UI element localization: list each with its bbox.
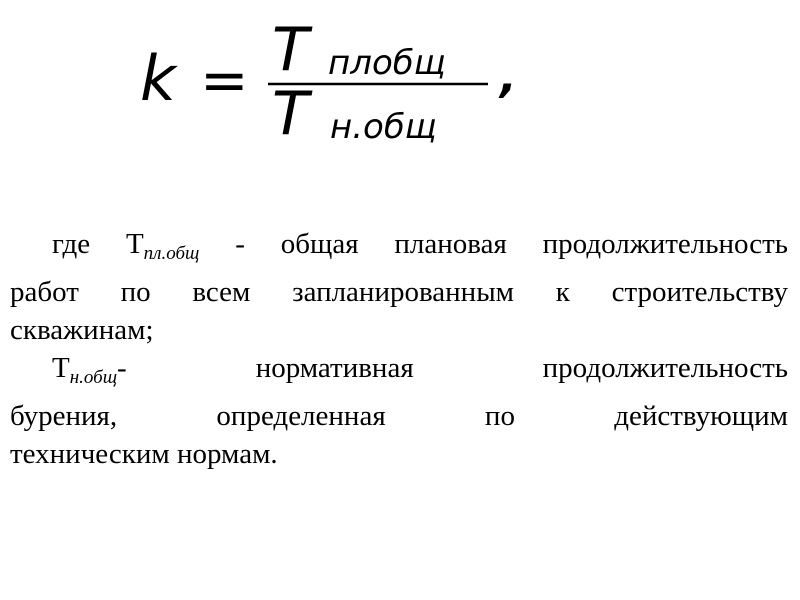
definition-norm-line-2: бурения, определенная по действующим [10,400,788,432]
definition-norm-word-2: продолжительность [542,352,788,384]
definitions [10,225,788,473]
formula-trailing-comma: , [500,52,517,103]
definition-norm-line-1 [10,349,788,397]
formula-lhs: k [140,42,176,115]
definition-norm-subscript: н.общ [69,367,118,388]
definition-norm-word-1: нормативная [255,352,414,384]
definition-norm-line-3: техническим нормам. [10,438,278,470]
definition-plan-text-1: - общая плановая продолжительность [199,228,789,260]
formula-numerator-subscript: плобщ [328,43,446,83]
definition-plan-line-3: скважинам; [10,314,154,346]
definition-plan-subscript: пл.общ [143,243,200,264]
formula-denominator-symbol: T [272,79,309,149]
formula-equals: = [200,46,249,114]
formula-svg [0,0,800,160]
definition-norm-symbol: Т [52,352,70,384]
definition-plan-line-2: работ по всем запланированным к строительству [10,276,788,308]
definition-plan-line-1: где $Т_{пл.общ}$ - общая плановая продолжительность [52,228,789,264]
formula [0,0,800,160]
definition-norm-dash: - [117,352,127,384]
definition-norm [10,349,788,473]
formula-denominator-subscript: н.общ [330,107,437,147]
formula-numerator-symbol: T [272,15,309,85]
definition-plan-symbol: Т [125,228,144,260]
definition-plan [10,225,788,349]
